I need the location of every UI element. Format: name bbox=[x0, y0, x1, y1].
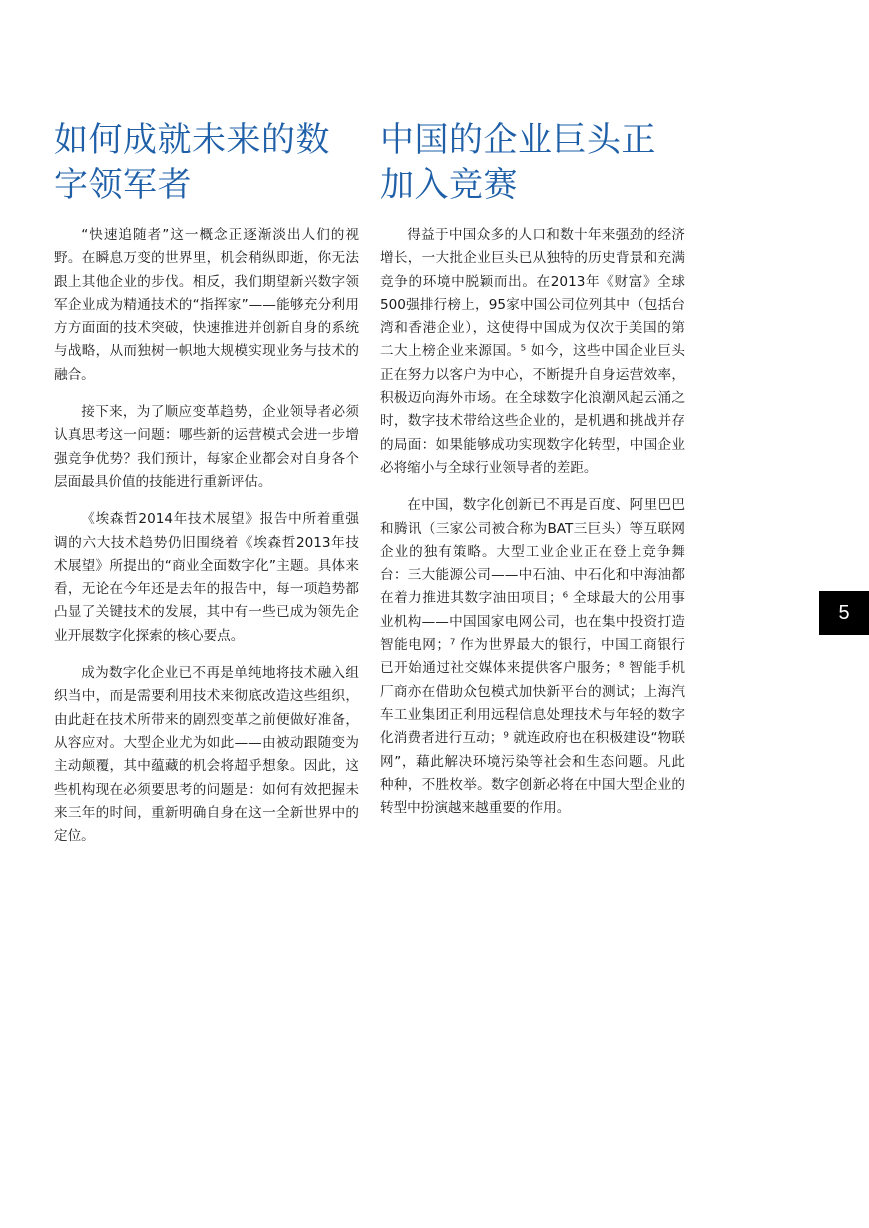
left-column bbox=[54, 118, 359, 862]
page-number-tab: 5 bbox=[819, 591, 869, 635]
left-paragraph-2: 接下来，为了顺应变革趋势，企业领导者必须认真思考这一问题：哪些新的运营模式会进一步增强竞争优势？我们预计，每家企业都会对自身各个层面最具价值的技能进行重新评估。 bbox=[54, 404, 359, 490]
left-paragraph-4: 成为数字化企业已不再是单纯地将技术融入组织当中，而是需要利用技术来彻底改造这些组织，由此赶在技术所带来的剧烈变革之前便做好准备，从容应对。大型企业尤为如此——由被动跟随变为主动颠覆，其中蕴藏的机会将超乎想象。因此，这些机构现在必须要思考的问题是：如何有效把握未来三年的时间，重新明确自身在这一全新世界中的定位。 bbox=[54, 665, 359, 845]
left-heading: 如何成就未来的数字领军者 bbox=[54, 120, 330, 205]
right-paragraph-2: 在中国，数字化创新已不再是百度、阿里巴巴和腾讯（三家公司被合称为BAT三巨头）等互联网企业的独有策略。大型工业企业正在登上竞争舞台：三大能源公司——中石油、中石化和中海油都在着力推进其数字油田项目；⁶ 全球最大的公用事业机构——中国国家电网公司，也在集中投资打造智能电网；⁷ 作为世界最大的银行，中国工商银行已开始通过社交媒体来提供客户服务；⁸ 智能手机厂商亦在借助众包模式加快新平台的测试；上海汽车工业集团正利用远程信息处理技术与年轻的数字化消费者进行互动；⁹ 就连政府也在积极建设“物联网”，藉此解决环境污染等社会和生态问题。凡此种种，不胜枚举。数字创新必将在中国大型企业的转型中扮演越来越重要的作用。 bbox=[380, 497, 685, 817]
right-heading: 中国的企业巨头正加入竞赛 bbox=[380, 120, 656, 205]
right-column bbox=[380, 118, 685, 834]
left-paragraph-3: 《埃森哲2014年技术展望》报告中所着重强调的六大技术趋势仍旧围绕着《埃森哲2013年技术展望》所提出的“商业全面数字化”主题。具体来看，无论在今年还是去年的报告中，每一项趋势都凸显了关键技术的发展，其中有一些已成为领先企业开展数字化探索的核心要点。 bbox=[54, 511, 359, 644]
left-paragraph-1: “快速追随者”这一概念正逐渐淡出人们的视野。在瞬息万变的世界里，机会稍纵即逝，你无法跟上其他企业的步伐。相反，我们期望新兴数字领军企业成为精通技术的“指挥家”——能够充分利用方方面面的技术突破，快速推进并创新自身的系统与战略，从而独树一帜地大规模实现业务与技术的融合。 bbox=[54, 227, 359, 383]
right-paragraph-1: 得益于中国众多的人口和数十年来强劲的经济增长，一大批企业巨头已从独特的历史背景和充满竞争的环境中脱颖而出。在2013年《财富》全球500强排行榜上，95家中国公司位列其中（包括台湾和香港企业），这使得中国成为仅次于美国的第二大上榜企业来源国。⁵ 如今，这些中国企业巨头正在努力以客户为中心，不断提升自身运营效率，积极迈向海外市场。在全球数字化浪潮风起云涌之时，数字技术带给这些企业的，是机遇和挑战并存的局面：如果能够成功实现数字化转型，中国企业必将缩小与全球行业领导者的差距。 bbox=[380, 227, 685, 476]
